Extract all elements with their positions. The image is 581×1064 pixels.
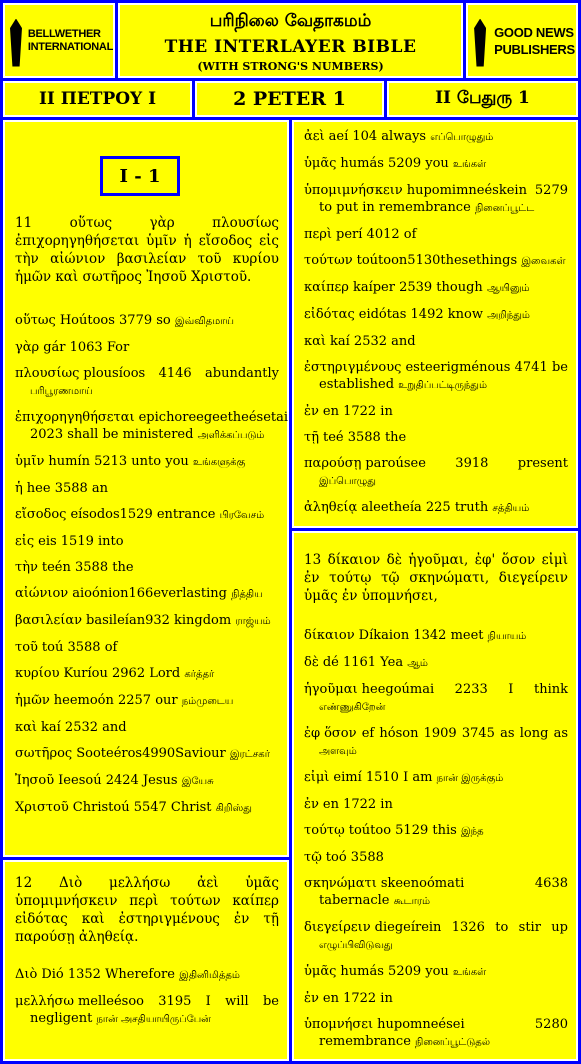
transliteration-gloss: paroúsee 3918 present [365,456,568,471]
interlinear-word [304,822,568,840]
greek-word: τὴν [15,560,38,575]
transliteration-gloss: en 1722 in [322,991,393,1006]
tamil-gloss: அறிந்தும் [487,310,530,321]
tamil-gloss: அளிக்கப்படும் [197,430,265,441]
transliteration-gloss: diegeírein 1326 to stir up [374,920,568,935]
transliteration-gloss: Díkaion 1342 meet [358,628,484,643]
interlinear-word [304,429,568,446]
tamil-gloss: உறுதிப்பட்டிருந்தும் [398,380,488,391]
title-block [118,3,463,78]
interlinear-word [304,654,568,672]
greek-word: τῷ [304,850,322,865]
tamil-gloss: கர்த்தர் [184,669,215,680]
transliteration-gloss: Hoútoos 3779 so [59,313,171,328]
greek-word: κυρίου [15,666,60,681]
interlinear-word [304,769,568,787]
transliteration-gloss: toú 3588 of [41,640,118,655]
interlinear-word [304,182,568,217]
interlinear-word [15,312,279,330]
tamil-gloss: ராஜ்யம் [235,616,271,627]
interlinear-word [15,559,279,576]
interlinear-word [15,533,279,550]
book-english: 2 PETER 1 [195,81,384,117]
interlinear-word [15,993,279,1028]
transliteration-gloss: kaíper 2539 though [352,280,483,295]
transliteration-gloss: aioónion166everlasting [72,586,227,601]
transliteration-gloss: toó 3588 [325,850,384,865]
transliteration-gloss: melleésoo 3195 I will be negligent [30,994,279,1026]
interlinear-word [304,359,568,394]
interlinear-word [304,333,568,350]
greek-word: παρούσῃ [304,456,362,471]
verse-12-word-list-left [15,966,279,1028]
transliteration-gloss: Ieesoú 2424 Jesus [58,773,178,788]
tamil-gloss: பரிபூரணமாய் [30,386,93,397]
tamil-gloss: இரட்சகர் [229,749,270,760]
interlinear-word [304,919,568,954]
tamil-gloss: நித்திய [231,589,263,600]
greek-word: καὶ [15,720,38,735]
tamil-gloss: உங்களுக்கு [192,457,246,468]
transliteration-gloss: teén 3588 the [41,560,134,575]
tamil-gloss: ஆயினும் [486,283,530,294]
greek-word: Διὸ [15,967,38,982]
transliteration-gloss: dé 1161 Yea [322,655,404,670]
transliteration-gloss: kaí 2532 and [330,334,416,349]
title-english: THE INTERLAYER BIBLE [164,37,417,57]
verse-12-continued-panel [292,120,578,528]
greek-word: τῇ [304,430,319,445]
tamil-gloss: நான் இருக்கும் [436,773,504,784]
transliteration-gloss: ὅσον ef hóson 1909 3745 as long as [324,726,568,741]
interlinear-word [15,339,279,356]
transliteration-gloss: Sooteéros4990Saviour [76,746,226,761]
greek-word: σωτῆρος [15,746,73,761]
interlinear-word [304,252,568,270]
verse-11-panel [3,120,289,857]
greek-word: δίκαιον [304,628,355,643]
bellwether-logo [3,3,115,78]
greek-word: τούτων [304,253,353,268]
tamil-gloss: உங்கள் [452,967,487,978]
verse-12-text: 12 Διὸ μελλήσω ἀεὶ ὑμᾶς ὑπομιμνήσκειν περὶ τούτων καίπερ εἰδότας καὶ ἐστηριγμένους ἐν τῇ παρούσῃ ἀληθείᾳ. [15,875,279,945]
interlinear-word [15,692,279,710]
transliteration-gloss: gár 1063 For [43,340,130,355]
interlinear-word [15,585,279,603]
book-greek: II ΠΕΤΡΟΥ Ι [3,81,192,117]
greek-word: πλουσίως [15,366,80,381]
interlinear-word [304,403,568,420]
tamil-gloss: இதினிமித்தம் [179,970,240,981]
interlinear-word [15,409,289,444]
logo-left-line1: BELLWETHER [27,27,101,40]
greek-word: γὰρ [15,340,40,355]
greek-word: ἀληθείᾳ [304,500,358,515]
interlinear-word [304,1016,568,1051]
book-tamil: II பேதுரு 1 [387,81,578,117]
transliteration-gloss: epichoreegeetheésetai 2023 shall be ministered [30,410,289,442]
transliteration-gloss: hupomneései 5280 remembrance [319,1017,568,1049]
tamil-gloss: எழுப்பிவிடுவது [319,940,393,951]
transliteration-gloss: aleetheía 225 truth [361,500,489,515]
transliteration-gloss: toútoon5130thesethings [356,253,518,268]
greek-word: σκηνώματι [304,876,377,891]
transliteration-gloss: perí 4012 of [336,227,417,242]
greek-word: ἡμῶν [15,693,50,708]
transliteration-gloss: en 1722 in [322,797,393,812]
good-news-logo [466,3,578,78]
greek-word: εἴσοδος [15,507,67,522]
tamil-gloss: அளவும் [319,746,357,757]
transliteration-gloss: basileían932 kingdom [86,613,232,628]
tamil-gloss: இயேசு [181,776,214,787]
transliteration-gloss: esteerigménous 4741 be established [319,360,568,392]
greek-word: μελλήσω [15,994,74,1009]
transliteration-gloss: eísodos1529 entrance [70,507,216,522]
tamil-gloss: நியாயம் [487,631,527,642]
interlinear-word [304,725,568,760]
tamil-gloss: கூடாரம் [393,896,431,907]
interlinear-word [304,128,568,146]
greek-word: ὑμῖν [15,454,45,469]
greek-word: οὕτως [15,313,56,328]
interlinear-word [15,772,279,790]
interlinear-word [304,226,568,243]
greek-word: Ἰησοῦ [15,773,55,788]
interlinear-word [304,279,568,297]
transliteration-gloss: teé 3588 the [322,430,407,445]
greek-word: εἰμὶ [304,770,330,785]
interlinear-word [15,665,279,683]
verse-12-panel [3,860,289,1061]
transliteration-gloss: humás 5209 you [340,156,449,171]
transliteration-gloss: kaí 2532 and [41,720,127,735]
interlinear-word [304,306,568,324]
tamil-gloss: கிறிஸ்து [215,803,252,814]
greek-word: καὶ [304,334,327,349]
interlinear-word [304,681,568,716]
greek-word: εἰδότας [304,307,355,322]
tamil-gloss: இவ்விதமாய் [174,316,234,327]
bell-tower-icon [5,13,25,69]
greek-word: τοῦ [15,640,38,655]
tamil-gloss: எப்பொழுதும் [430,132,494,143]
greek-word: ἐφ [304,726,321,741]
transliteration-gloss: eimí 1510 I am [333,770,433,785]
transliteration-gloss: humín 5213 unto you [48,454,189,469]
greek-word: αἰώνιον [15,586,69,601]
tamil-gloss: சத்தியம் [492,503,530,514]
greek-word: βασιλείαν [15,613,83,628]
verse-13-panel [292,531,578,1061]
transliteration-gloss: heegoúmai 2233 I think [361,682,568,697]
interlinear-word [304,627,568,645]
interlinear-word [15,480,279,497]
verse-11-word-list [15,312,289,817]
greek-word: ὑπομνήσει [304,1017,374,1032]
tamil-gloss: நம்முடைய [181,696,234,707]
tamil-gloss: இப்பொழுது [319,476,376,487]
transliteration-gloss: hee 3588 an [26,481,109,496]
tamil-gloss: உங்கள் [452,159,487,170]
transliteration-gloss: Kuríou 2962 Lord [63,666,181,681]
greek-word: ἐν [304,991,319,1006]
tamil-gloss: பிரவேசம் [219,510,265,521]
greek-word: καίπερ [304,280,349,295]
title-tamil: பரிநிலை வேதாகமம் [209,11,372,31]
interlinear-word [15,506,279,524]
greek-word: περὶ [304,227,333,242]
interlinear-word [15,745,279,763]
interlinear-word [15,639,279,656]
chapter-label: I - 1 [100,156,180,196]
tamil-gloss: இந்த [460,826,484,837]
greek-word: ἐστηριγμένους [304,360,402,375]
transliteration-gloss: eis 1519 into [38,534,124,549]
tamil-gloss: நினைப்பூட்டுதல் [415,1037,491,1048]
interlinear-word [304,455,568,490]
interlinear-word [15,365,279,400]
interlinear-word [15,966,279,984]
verse-11-text: 11 οὕτως γὰρ πλουσίως ἐπιχορηγηθήσεται ὑμῖν ἡ εἴσοδος εἰς τὴν αἰώνιον βασιλείαν τοῦ κυρίου ἡμῶν καὶ σωτῆρος Ἰησοῦ Χριστοῦ. [15,215,279,285]
interlinear-word [15,612,279,630]
interlinear-word [15,799,279,817]
greek-word: Χριστοῦ [15,800,69,815]
bell-tower-icon [469,13,491,69]
greek-word: διεγείρειν [304,920,371,935]
interlinear-word [15,453,279,471]
transliteration-gloss: eidótas 1492 know [358,307,483,322]
transliteration-gloss: Dió 1352 Wherefore [41,967,175,982]
interlinear-word [304,796,568,813]
interlinear-word [304,963,568,981]
transliteration-gloss: plousíoos 4146 abundantly [83,366,279,381]
greek-word: ἐπιχορηγηθήσεται [15,410,135,425]
interlinear-word [304,499,568,517]
greek-word: δὲ [304,655,319,670]
logo-left-line2: INTERNATIONAL [27,40,113,53]
greek-word: ὑμᾶς [304,156,337,171]
transliteration-gloss: aeí 104 always [328,129,427,144]
transliteration-gloss: toútoo 5129 this [348,823,457,838]
verse-13-word-list [304,627,568,1051]
greek-word: ὑμᾶς [304,964,337,979]
tamil-gloss: இவைகள் [521,256,566,267]
transliteration-gloss: hupomimneéskein 5279 to put in remembrance [319,183,568,215]
tamil-gloss: நினைப்பூட்ட [474,203,535,214]
verse-13-text: 13 δίκαιον δὲ ἡγοῦμαι, ἐφ' ὅσον εἰμὶ ἐν τούτῳ τῷ σκηνώματι, διεγείρειν ὑμᾶς ἐν ὑπομνήσει, [304,552,568,604]
transliteration-gloss: heemoón 2257 our [53,693,178,708]
transliteration-gloss: skeenoómati 4638 tabernacle [319,876,568,908]
interlinear-word [304,155,568,173]
transliteration-gloss: humás 5209 you [340,964,449,979]
logo-right-line1: GOOD NEWS [494,24,574,40]
tamil-gloss: ஆம் [407,658,428,669]
transliteration-gloss: en 1722 in [322,404,393,419]
logo-right-line2: PUBLISHERS [494,41,575,57]
tamil-gloss: எண்ணுகிறேன் [319,702,386,713]
title-subtitle: (WITH STRONG'S NUMBERS) [197,60,384,73]
greek-word: ὑπομιμνήσκειν [304,183,403,198]
interlinear-word [304,875,568,910]
greek-word: ἀεὶ [304,129,325,144]
greek-word: εἰς [15,534,35,549]
interlinear-word [15,719,279,736]
tamil-gloss: நான் அசதியாயிருப்பேன் [96,1014,211,1025]
greek-word: τούτῳ [304,823,345,838]
interlinear-word [304,990,568,1007]
greek-word: ἡγοῦμαι [304,682,358,697]
verse-12-word-list-right [304,128,568,517]
interlinear-word [304,849,568,866]
greek-word: ἡ [15,481,23,496]
greek-word: ἐν [304,797,319,812]
greek-word: ἐν [304,404,319,419]
transliteration-gloss: Christoú 5547 Christ [72,800,212,815]
